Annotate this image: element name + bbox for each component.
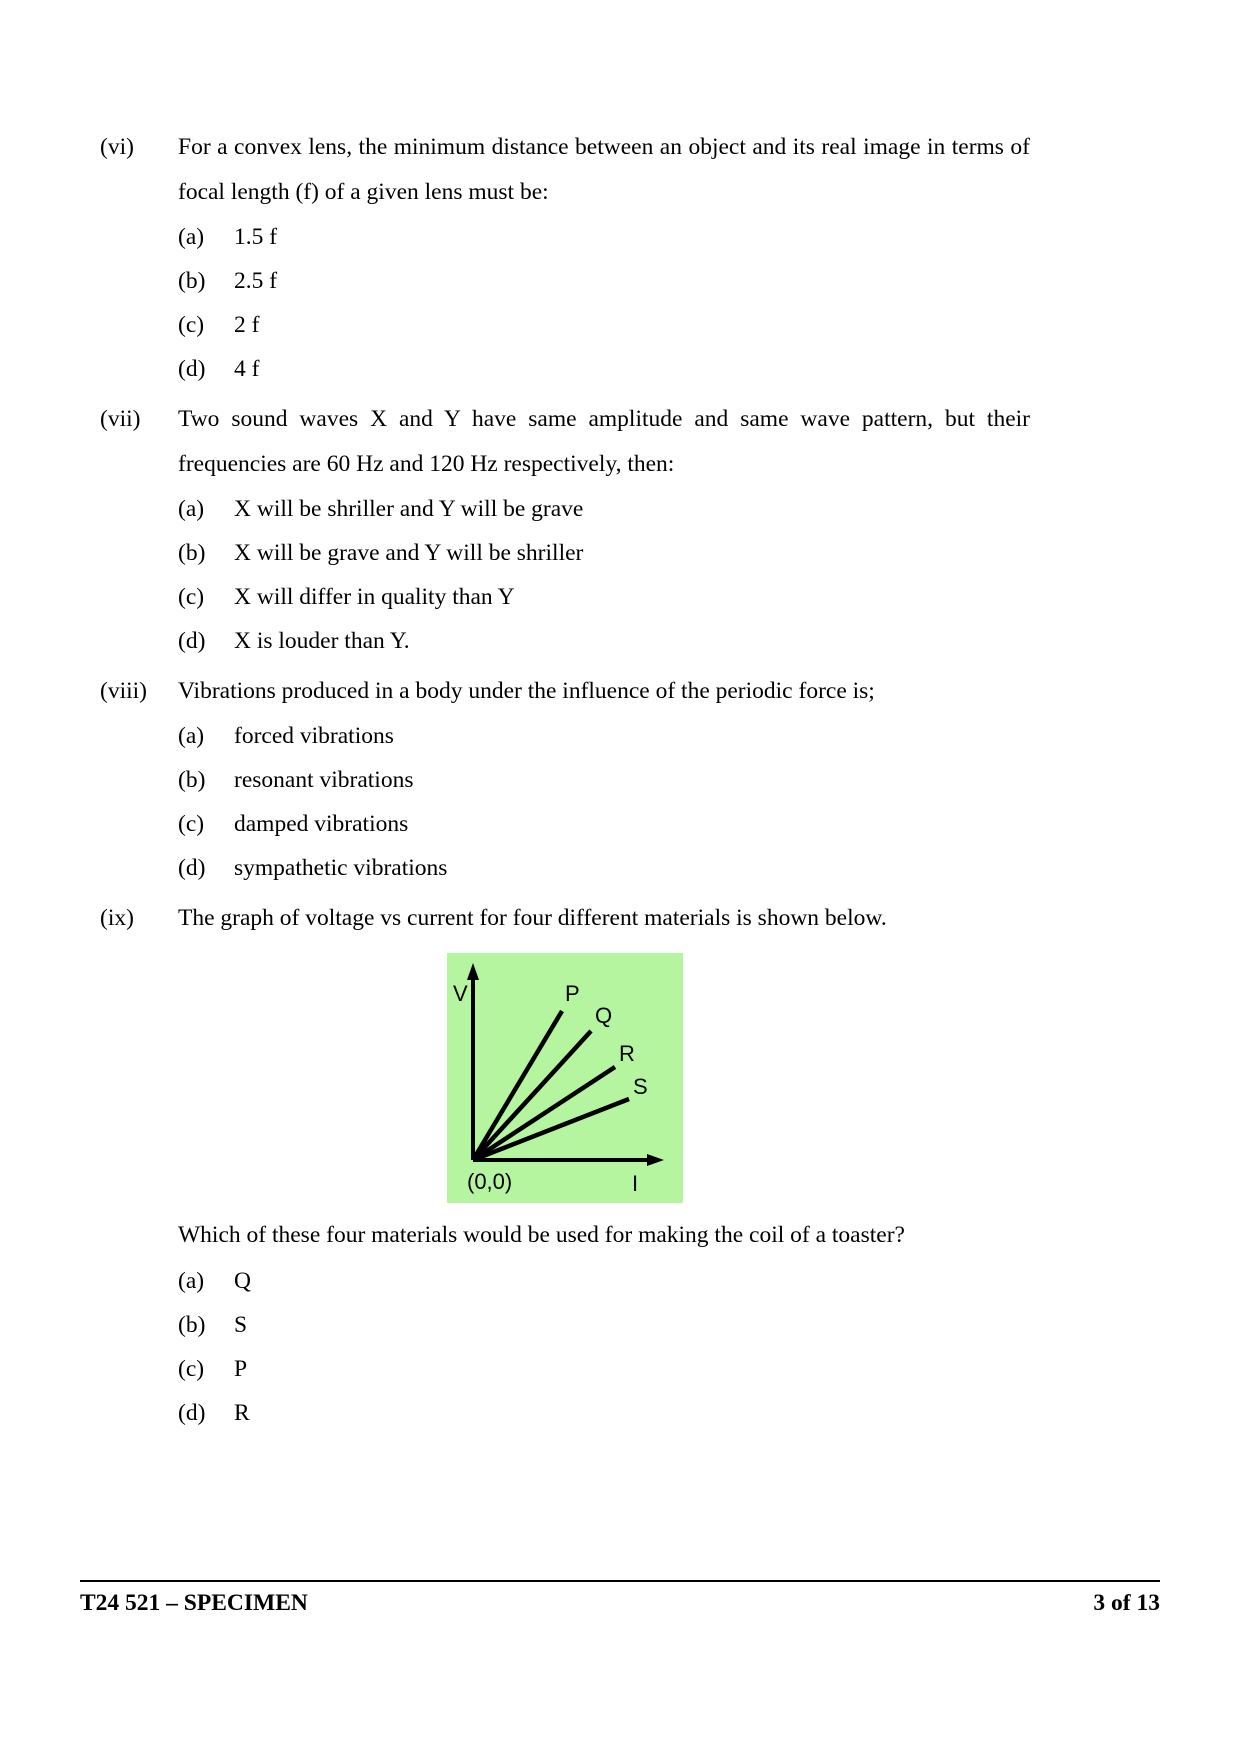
footer-page-number: 3 of 13: [1093, 1590, 1160, 1616]
question-vii: [100, 397, 1030, 663]
voltage-current-graph: [447, 953, 683, 1203]
question-ix-options: [100, 1259, 1030, 1435]
option-viii-a-letter: (a): [178, 723, 205, 749]
option-vi-d-letter: (d): [178, 356, 206, 382]
question-vi-text: For a convex lens, the minimum distance between an object and its real image in terms of focal length (f) of a given lens must be:: [178, 134, 1030, 205]
option-ix-c-text: P: [234, 1356, 248, 1382]
option-vi-b-text: 2.5 f: [234, 268, 278, 294]
option-vi-d-text: 4 f: [234, 356, 260, 382]
option-viii-c-text: damped vibrations: [234, 811, 409, 837]
question-vi-head: [100, 125, 1030, 215]
option-viii-b-text: resonant vibrations: [234, 767, 414, 793]
option-vi-a[interactable]: [100, 215, 1030, 259]
option-vii-a-text: X will be shriller and Y will be grave: [234, 496, 584, 522]
question-ix-number: (ix): [100, 905, 134, 931]
option-vii-b-letter: (b): [178, 540, 206, 566]
option-ix-d-letter: (d): [178, 1400, 206, 1426]
question-vii-number: (vii): [100, 406, 141, 432]
option-vii-c-text: X will differ in quality than Y: [234, 584, 515, 610]
option-vii-a-letter: (a): [178, 496, 205, 522]
option-vii-c[interactable]: [100, 575, 1030, 619]
option-vi-a-letter: (a): [178, 224, 205, 250]
series-label-r: R: [619, 1041, 635, 1066]
option-viii-a-text: forced vibrations: [234, 723, 394, 749]
question-content: [100, 125, 1030, 1441]
question-ix: [100, 896, 1030, 1435]
footer-divider: [80, 1580, 1160, 1582]
option-ix-a-letter: (a): [178, 1268, 205, 1294]
question-ix-head: [100, 896, 1030, 941]
option-viii-d-letter: (d): [178, 855, 206, 881]
voltage-current-figure-wrapper: [100, 953, 1030, 1203]
x-axis-label: I: [632, 1171, 639, 1196]
option-vi-c[interactable]: [100, 303, 1030, 347]
question-viii-text: Vibrations produced in a body under the influence of the periodic force is;: [178, 678, 875, 704]
option-ix-c-letter: (c): [178, 1356, 205, 1382]
option-viii-a[interactable]: [100, 714, 1030, 758]
option-viii-d-text: sympathetic vibrations: [234, 855, 448, 881]
option-vii-d[interactable]: [100, 619, 1030, 663]
series-label-q: Q: [595, 1003, 613, 1028]
option-ix-b-letter: (b): [178, 1312, 206, 1338]
footer-row: [80, 1590, 1160, 1617]
origin-label: (0,0): [467, 1169, 513, 1194]
option-vi-d[interactable]: [100, 347, 1030, 391]
option-vi-b-letter: (b): [178, 268, 206, 294]
option-ix-a[interactable]: [100, 1259, 1030, 1303]
option-vi-c-text: 2 f: [234, 312, 260, 338]
question-viii-options: [100, 714, 1030, 890]
option-ix-d-text: R: [234, 1400, 250, 1426]
question-vi: [100, 125, 1030, 391]
option-vii-b[interactable]: [100, 531, 1030, 575]
option-vii-b-text: X will be grave and Y will be shriller: [234, 540, 584, 566]
option-ix-c[interactable]: [100, 1347, 1030, 1391]
series-label-s: S: [633, 1074, 648, 1099]
option-viii-d[interactable]: [100, 846, 1030, 890]
question-viii: [100, 669, 1030, 890]
option-vi-b[interactable]: [100, 259, 1030, 303]
option-vii-a[interactable]: [100, 487, 1030, 531]
option-ix-b[interactable]: [100, 1303, 1030, 1347]
option-vii-c-letter: (c): [178, 584, 205, 610]
question-vii-options: [100, 487, 1030, 663]
footer-paper-code: T24 521 – SPECIMEN: [80, 1590, 308, 1616]
question-ix-subtext: Which of these four materials would be used for making the coil of a toaster?: [178, 1222, 905, 1248]
question-vii-text: Two sound waves X and Y have same amplitude and same wave pattern, but their frequencies are 60 Hz and 120 Hz respectively, then:: [178, 406, 1030, 477]
question-vi-number: (vi): [100, 134, 134, 160]
series-label-p: P: [565, 981, 580, 1006]
page-footer: [80, 1580, 1160, 1617]
question-ix-text: The graph of voltage vs current for four different materials is shown below.: [178, 905, 887, 931]
option-vi-a-text: 1.5 f: [234, 224, 278, 250]
option-ix-b-text: S: [234, 1312, 248, 1338]
question-viii-number: (viii): [100, 678, 147, 704]
question-viii-head: [100, 669, 1030, 714]
option-vii-d-letter: (d): [178, 628, 206, 654]
question-vi-options: [100, 215, 1030, 391]
option-vi-c-letter: (c): [178, 312, 205, 338]
graph-svg: [447, 953, 683, 1203]
question-vii-head: [100, 397, 1030, 487]
option-viii-b-letter: (b): [178, 767, 206, 793]
option-ix-a-text: Q: [234, 1268, 251, 1294]
y-axis-label: V: [453, 981, 468, 1006]
option-viii-c-letter: (c): [178, 811, 205, 837]
option-ix-d[interactable]: [100, 1391, 1030, 1435]
option-viii-c[interactable]: [100, 802, 1030, 846]
option-viii-b[interactable]: [100, 758, 1030, 802]
option-vii-d-text: X is louder than Y.: [234, 628, 410, 654]
